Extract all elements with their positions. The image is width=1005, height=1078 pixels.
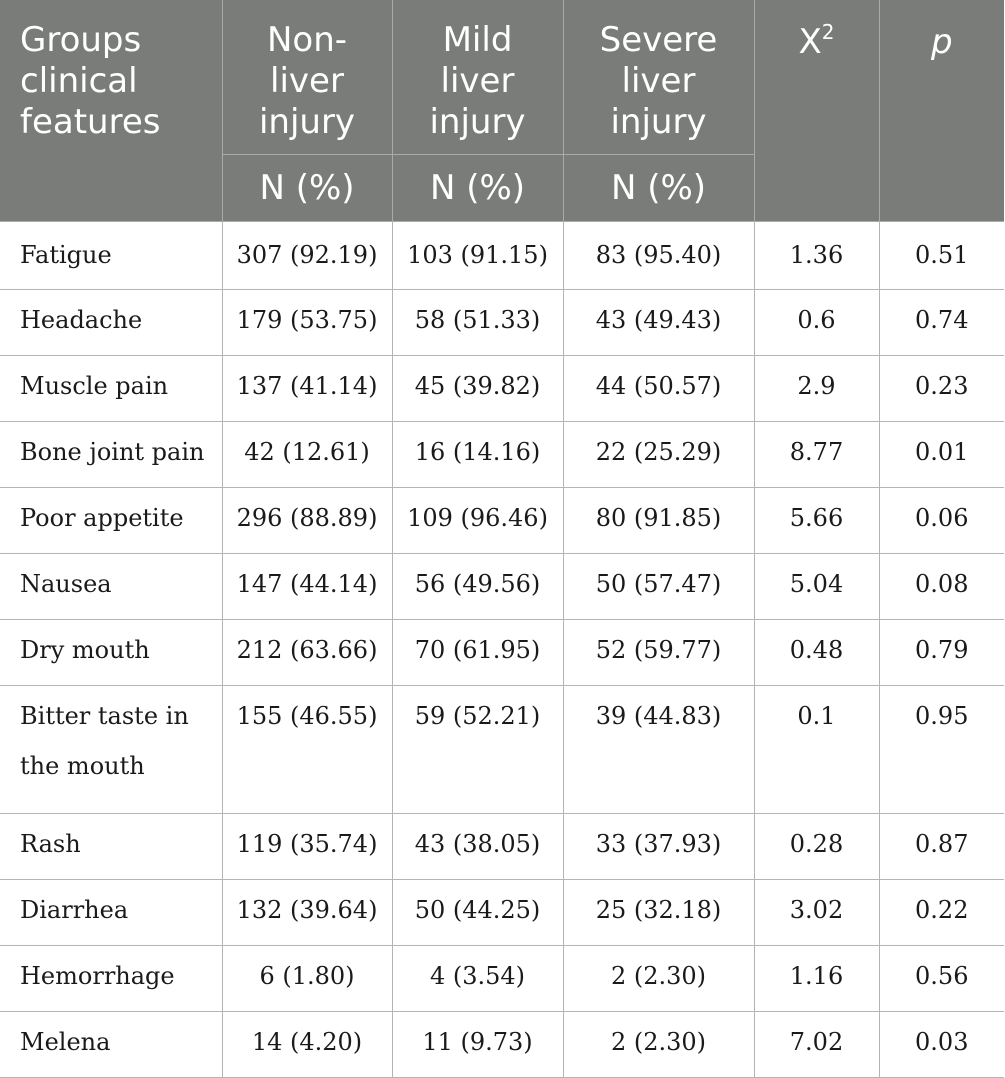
mild-liver-cell: 103 (91.15) — [392, 222, 563, 290]
feature-cell: Bitter taste in the mouth — [0, 686, 222, 814]
non-liver-cell: 296 (88.89) — [222, 488, 392, 554]
table-row — [0, 814, 1004, 880]
non-liver-cell: 137 (41.14) — [222, 356, 392, 422]
groups-header: Groups clinical features — [0, 0, 222, 222]
table-row — [0, 880, 1004, 946]
p-value-cell: 0.06 — [879, 488, 1004, 554]
feature-cell: Muscle pain — [0, 356, 222, 422]
p-value-cell: 0.95 — [879, 686, 1004, 814]
table-row — [0, 946, 1004, 1012]
p-value-header: p — [879, 0, 1004, 222]
non-liver-injury-header: Non-liver injury — [222, 0, 392, 155]
mild-liver-n-subheader: N (%) — [392, 155, 563, 222]
table-row — [0, 290, 1004, 356]
mild-liver-cell: 45 (39.82) — [392, 356, 563, 422]
p-value-cell: 0.01 — [879, 422, 1004, 488]
severe-liver-cell: 22 (25.29) — [563, 422, 754, 488]
p-value-cell: 0.23 — [879, 356, 1004, 422]
p-value-cell: 0.79 — [879, 620, 1004, 686]
mild-liver-cell: 59 (52.21) — [392, 686, 563, 814]
severe-liver-cell: 33 (37.93) — [563, 814, 754, 880]
chi-square-cell: 7.02 — [754, 1012, 879, 1078]
chi-square-cell: 0.28 — [754, 814, 879, 880]
table-row — [0, 620, 1004, 686]
p-value-cell: 0.22 — [879, 880, 1004, 946]
p-value-cell: 0.51 — [879, 222, 1004, 290]
severe-liver-cell: 80 (91.85) — [563, 488, 754, 554]
non-liver-cell: 14 (4.20) — [222, 1012, 392, 1078]
chi-square-cell: 0.48 — [754, 620, 879, 686]
mild-liver-cell: 11 (9.73) — [392, 1012, 563, 1078]
p-value-cell: 0.03 — [879, 1012, 1004, 1078]
mild-liver-cell: 50 (44.25) — [392, 880, 563, 946]
mild-liver-injury-header: Mild liver injury — [392, 0, 563, 155]
chi-square-cell: 2.9 — [754, 356, 879, 422]
chi-square-cell: 1.16 — [754, 946, 879, 1012]
severe-liver-cell: 50 (57.47) — [563, 554, 754, 620]
table-row — [0, 686, 1004, 814]
chi-square-header: $X^2$ — [754, 0, 879, 222]
feature-cell: Poor appetite — [0, 488, 222, 554]
p-value-cell: 0.08 — [879, 554, 1004, 620]
table-row — [0, 222, 1004, 290]
mild-liver-cell: 4 (3.54) — [392, 946, 563, 1012]
severe-liver-cell: 83 (95.40) — [563, 222, 754, 290]
severe-liver-cell: 2 (2.30) — [563, 946, 754, 1012]
feature-cell: Headache — [0, 290, 222, 356]
chi-square-cell: 1.36 — [754, 222, 879, 290]
p-value-cell: 0.56 — [879, 946, 1004, 1012]
p-value-cell: 0.87 — [879, 814, 1004, 880]
non-liver-cell: 6 (1.80) — [222, 946, 392, 1012]
feature-cell: Rash — [0, 814, 222, 880]
feature-cell: Nausea — [0, 554, 222, 620]
non-liver-cell: 42 (12.61) — [222, 422, 392, 488]
feature-cell: Bone joint pain — [0, 422, 222, 488]
feature-cell: Melena — [0, 1012, 222, 1078]
chi-square-cell: 5.66 — [754, 488, 879, 554]
severe-liver-cell: 52 (59.77) — [563, 620, 754, 686]
mild-liver-cell: 16 (14.16) — [392, 422, 563, 488]
non-liver-cell: 179 (53.75) — [222, 290, 392, 356]
non-liver-cell: 155 (46.55) — [222, 686, 392, 814]
chi-square-cell: 0.1 — [754, 686, 879, 814]
non-liver-cell: 147 (44.14) — [222, 554, 392, 620]
table-row — [0, 356, 1004, 422]
chi-square-cell: 0.6 — [754, 290, 879, 356]
p-value-cell: 0.74 — [879, 290, 1004, 356]
severe-liver-injury-header: Severe liver injury — [563, 0, 754, 155]
severe-liver-n-subheader: N (%) — [563, 155, 754, 222]
non-liver-cell: 307 (92.19) — [222, 222, 392, 290]
feature-cell: Fatigue — [0, 222, 222, 290]
mild-liver-cell: 56 (49.56) — [392, 554, 563, 620]
chi-square-cell: 8.77 — [754, 422, 879, 488]
mild-liver-cell: 58 (51.33) — [392, 290, 563, 356]
non-liver-cell: 132 (39.64) — [222, 880, 392, 946]
non-liver-n-subheader: N (%) — [222, 155, 392, 222]
non-liver-cell: 119 (35.74) — [222, 814, 392, 880]
table-row — [0, 1012, 1004, 1078]
severe-liver-cell: 43 (49.43) — [563, 290, 754, 356]
chi-square-cell: 5.04 — [754, 554, 879, 620]
severe-liver-cell: 44 (50.57) — [563, 356, 754, 422]
mild-liver-cell: 43 (38.05) — [392, 814, 563, 880]
table-row — [0, 554, 1004, 620]
mild-liver-cell: 109 (96.46) — [392, 488, 563, 554]
table-row — [0, 488, 1004, 554]
feature-cell: Dry mouth — [0, 620, 222, 686]
feature-cell: Diarrhea — [0, 880, 222, 946]
severe-liver-cell: 39 (44.83) — [563, 686, 754, 814]
mild-liver-cell: 70 (61.95) — [392, 620, 563, 686]
chi-square-cell: 3.02 — [754, 880, 879, 946]
table-row — [0, 422, 1004, 488]
table-body — [0, 222, 1004, 1078]
table-header — [0, 0, 1004, 222]
header-row — [0, 0, 1004, 155]
severe-liver-cell: 2 (2.30) — [563, 1012, 754, 1078]
non-liver-cell: 212 (63.66) — [222, 620, 392, 686]
severe-liver-cell: 25 (32.18) — [563, 880, 754, 946]
feature-cell: Hemorrhage — [0, 946, 222, 1012]
